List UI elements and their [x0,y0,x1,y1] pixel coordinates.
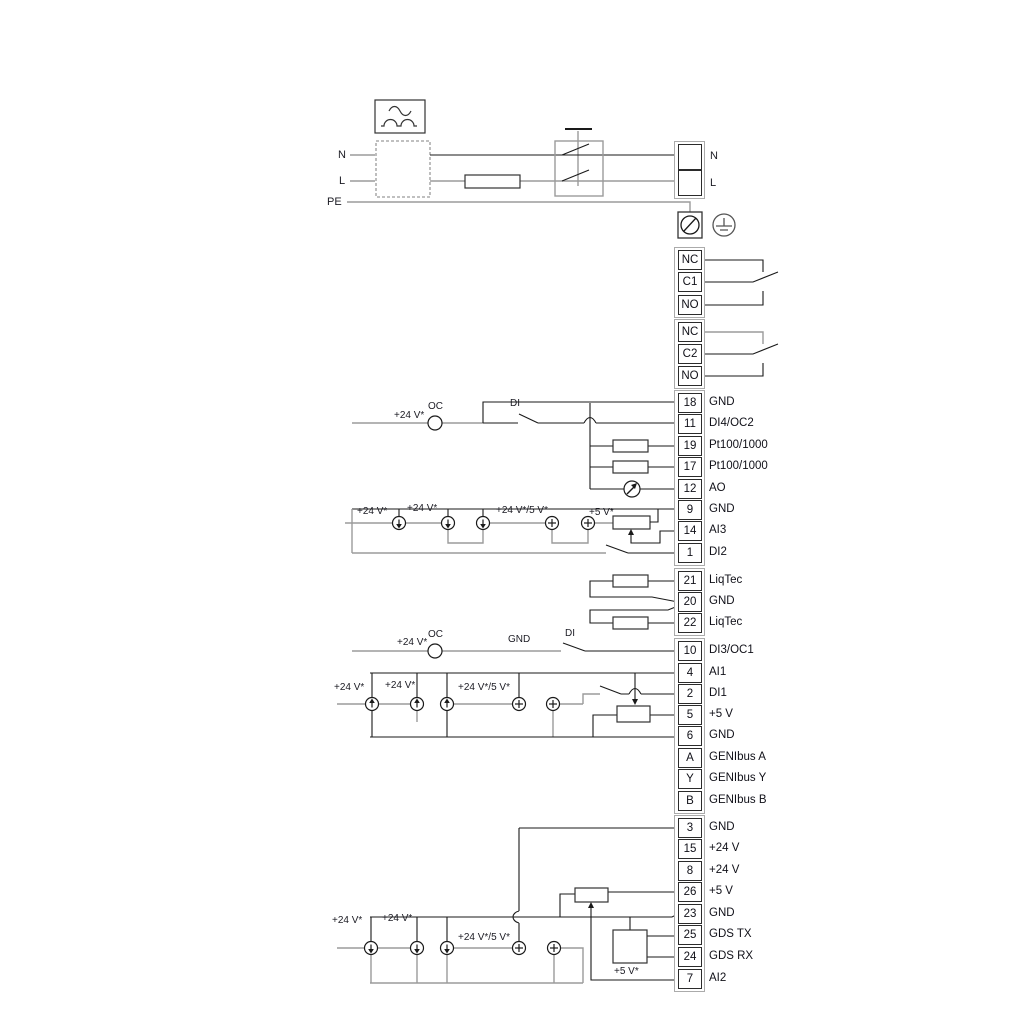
terminal-label: DI3/OC1 [709,643,754,656]
wiper-arrow-icon [588,902,594,908]
terminal-NC: NC [678,250,702,270]
fuse [465,175,520,188]
terminal-label: AO [709,481,726,494]
diagram-label: OC [428,629,443,640]
diagram-label: +24 V* [407,503,438,514]
terminal-14: 14 [678,521,702,541]
terminal-label: Pt100/1000 [709,459,768,472]
terminal-label: Pt100/1000 [709,438,768,451]
terminal-11: 11 [678,414,702,434]
terminal-6: 6 [678,726,702,746]
ai2-gds-circuit [337,828,678,983]
potentiometer [617,706,650,722]
earth-icon [713,214,735,236]
terminal-label: DI2 [709,545,727,558]
diagram-label: N [710,150,718,162]
current-source-down-icon [393,517,406,530]
diagram-label: +5 V* [589,507,614,518]
current-source-up-icon [441,698,454,711]
terminal-mains-output-block [678,170,702,196]
diagram-label: +5 V* [614,966,639,977]
terminal-24: 24 [678,947,702,967]
terminal-label: GDS TX [709,927,752,940]
current-source-up-icon [411,698,424,711]
terminal-21: 21 [678,571,702,591]
current-source-down-icon [442,517,455,530]
terminal-label: GND [709,594,735,607]
relay-1-contact [702,260,778,305]
terminal-B: B [678,791,702,811]
potentiometer [575,888,608,902]
diagram-label: +24 V* [382,913,413,924]
terminal-10: 10 [678,641,702,661]
ac-symbol-icon [375,100,425,133]
terminal-label: GENIbus B [709,793,767,806]
current-source-down-icon [477,517,490,530]
terminal-label: GENIbus A [709,750,766,763]
terminal-8: 8 [678,861,702,881]
diagram-label: DI [510,398,520,409]
diagram-label: +24 V* [334,682,365,693]
diagram-label: +24 V*/5 V* [458,682,510,693]
voltage-source-icon [513,698,526,711]
terminal-C2: C2 [678,344,702,364]
current-source-down-icon [365,942,378,955]
current-source-down-icon [411,942,424,955]
wiper-arrow-icon [632,699,638,705]
mains-switch [555,141,603,196]
terminal-label: GENIbus Y [709,771,767,784]
terminal-9: 9 [678,500,702,520]
current-source-down-icon [441,942,454,955]
terminal-12: 12 [678,479,702,499]
gds-module-box [613,930,647,963]
terminal-label: LiqTec [709,615,743,628]
voltage-source-icon [513,942,526,955]
terminal-C1: C1 [678,272,702,292]
diagram-label: +24 V* [397,637,428,648]
terminal-1: 1 [678,543,702,563]
terminal-label: +5 V [709,884,733,897]
liqtec-circuit [590,575,678,629]
terminal-26: 26 [678,882,702,902]
terminal-22: 22 [678,613,702,633]
current-source-up-icon [366,698,379,711]
terminal-7: 7 [678,969,702,989]
voltage-source-icon [547,698,560,711]
terminal-4: 4 [678,663,702,683]
terminal-label: LiqTec [709,573,743,586]
terminal-19: 19 [678,436,702,456]
terminal-label: AI2 [709,971,727,984]
resistor [613,575,648,587]
diagram-label: +24 V* [385,680,416,691]
analog-output-gauge-icon [624,481,640,497]
terminal-label: +24 V [709,841,740,854]
terminal-label: DI4/OC2 [709,416,754,429]
terminal-NO: NO [678,295,702,315]
terminal-17: 17 [678,457,702,477]
terminal-label: GND [709,502,735,515]
diagram-label: DI [565,628,575,639]
terminal-label: +24 V [709,863,740,876]
terminal-23: 23 [678,904,702,924]
voltage-source-icon [546,517,559,530]
terminal-NO: NO [678,366,702,386]
resistor [613,461,648,473]
open-collector-icon [428,416,442,430]
terminal-label: +5 V [709,707,733,720]
terminal-label: DI1 [709,686,727,699]
terminal-25: 25 [678,925,702,945]
diagram-label: GND [508,634,531,645]
terminal-label: AI1 [709,665,727,678]
terminal-2: 2 [678,684,702,704]
voltage-source-icon [548,942,561,955]
pe-screw-terminal-icon [678,212,702,238]
diagram-label: L [710,177,717,189]
diagram-label: +24 V* [394,410,425,421]
wiper-arrow-icon [628,529,634,535]
resistor [613,617,648,629]
potentiometer [613,516,650,529]
terminal-NC: NC [678,322,702,342]
terminal-mains-output-block [678,144,702,170]
terminal-3: 3 [678,818,702,838]
resistor [613,440,648,452]
diagram-label: PE [327,196,342,208]
terminal-label: GDS RX [709,949,754,962]
terminal-label: GND [709,906,735,919]
open-collector-icon [428,644,442,658]
diagram-label: +24 V*/5 V* [496,505,548,516]
diagram-label: L [339,175,346,187]
terminal-A: A [678,748,702,768]
relay-2-contact [702,332,778,376]
terminal-5: 5 [678,705,702,725]
rfi-filter-box [376,141,430,197]
terminal-20: 20 [678,592,702,612]
voltage-source-icon [582,517,595,530]
mains-wires [430,129,678,181]
diagram-label: OC [428,401,443,412]
terminal-label: GND [709,728,735,741]
diagram-label: +24 V* [332,915,363,926]
diagram-label: +24 V* [357,506,388,517]
diagram-label: +24 V*/5 V* [458,932,510,943]
diagram-label: N [338,149,346,161]
terminal-label: GND [709,395,735,408]
terminal-15: 15 [678,839,702,859]
pe-wire [347,131,690,212]
terminal-Y: Y [678,769,702,789]
terminal-label: AI3 [709,523,727,536]
terminal-label: GND [709,820,735,833]
terminal-18: 18 [678,393,702,413]
